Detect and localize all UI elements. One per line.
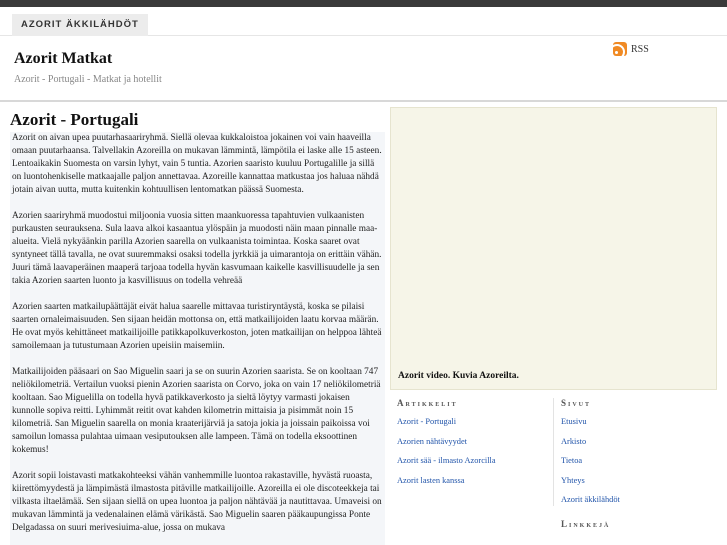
article-link-lasten-kanssa[interactable]: Azorit lasten kanssa	[397, 475, 465, 485]
nav-tab-azorit-akkilahdot[interactable]: AZORIT ÄKKILÄHDÖT	[12, 14, 148, 36]
article-link-nahtavyydet[interactable]: Azorien nähtävyydet	[397, 436, 467, 446]
post-paragraph-1: Azorit on aivan upea puutarhasaariryhmä. Siellä olevaa kukkaloistoa jokainen voi vain haaveilla omaan puutarhaansa. Talvellakin Azoreilla on mukavan lämmintä, lämpötila ei laske alle 15 asteen. Lentoaikakin Suomesta on varsin lyhyt, vain 5 tuntia. Azorien saaristo kuuluu Portugalille ja sillä on luontohenkiselle matkaajalle paljon annettavaa. Azoreille kannattaa matkustaa jos haluaa nähdä jotain aivan uutta, mutta kuitenkin kohtuullisen lentomatkan päässä Suomesta.	[12, 133, 382, 195]
sidebar-articles	[397, 398, 547, 495]
page-link-akkilahdot[interactable]: Azorit äkkilähdöt	[561, 495, 620, 504]
post-paragraph-5: Azorit sopii loistavasti matkakohteeksi vähän vanhemmille luontoa rakastaville, hyvästä ruoasta, kiirettömyydestä ja lämpimästä ilmastosta pitäville matkailijoille. Azoreilla ei ole discoteekkeja tai vilkasta iltaelämää. Sen sijaan siellä on upea luontoa ja paljon nähtävää ja nautittavaa. Umaveisi on mukavan lämmintä ja vedenalainen elämä värikästä. Sao Miguelin saaren pääkaupungissa Ponte Delgadassa on suuri merivesiuima-alue, jossa on mukava	[12, 471, 382, 533]
post-body	[10, 132, 385, 545]
article-link-saa-ilmasto[interactable]: Azorit sää - ilmasto Azorcilla	[397, 456, 496, 465]
site-tagline: Azorit - Portugali - Matkat ja hotellit	[14, 74, 162, 85]
sidebar-divider	[553, 398, 554, 506]
article-link-azorit-portugali[interactable]: Azorit - Portugali	[397, 417, 457, 426]
links-heading: Linkkejä	[561, 519, 611, 529]
top-bar	[0, 0, 727, 7]
page-link-etusivu[interactable]: Etusivu	[561, 417, 587, 426]
articles-heading: Artikkelit	[397, 398, 458, 408]
post-paragraph-3: Azorien saarten matkailupäättäjät eivät halua saarelle mittavaa turistiryntäystä, koska se pilaisi saarten ornaleimaisuuden. Sen sijaan heidän mottonsa on, että matkailijoiden laatu korvaa määrän. He ovat myös kehittäneet matkailijoille patikkapolkuverkoston, joten matkailijan on helppoa lähteä samoilemaan ja tutustumaan Azorien upeisiin maisemiin.	[12, 302, 382, 351]
rss-label: RSS	[631, 43, 649, 55]
site-header	[0, 36, 727, 102]
rss-link[interactable]	[613, 42, 649, 56]
nav-bar	[0, 7, 727, 36]
page-link-tietoa[interactable]: Tietoa	[561, 456, 583, 465]
post-title: Azorit - Portugali	[10, 110, 139, 129]
page-link-yhteys[interactable]: Yhteys	[561, 475, 585, 485]
rss-icon	[613, 42, 627, 56]
sidebar-pages	[561, 398, 711, 538]
main-content	[0, 104, 389, 545]
video-caption: Azorit video. Kuvia Azoreilta.	[398, 371, 519, 381]
page-link-arkisto[interactable]: Arkisto	[561, 436, 587, 446]
video-player[interactable]	[390, 107, 717, 390]
post-paragraph-4: Matkailijoiden pääsaari on Sao Miguelin saari ja se on suurin Azorien saarista. Se on kooltaan 747 neliökilometriä. Vertailun vuoksi pienin Azorien saarista on Corvo, joka on vain 17 neliökilometriä kooltaan. Sao Miguelilla on todella hyvä patikkaverkosto ja sieltä löytyy varmasti jokaisen kunnolle sopiva reitti. Lyhimmät reitit ovat kahden kilometrin mittaisia ja pisimmät noin 15 kilometriä. San Miguelin saarella on monia kraaterijärviä ja satoja jokia ja joissain paikoissa voi samoilun lomassa pulahtaa uimaan vesiputouksen alle lampeen. Tämä on todella eksoottinen kokemus!	[12, 367, 381, 455]
site-title[interactable]: Azorit Matkat	[14, 50, 113, 67]
post-paragraph-2: Azorien saariryhmä muodostui miljoonia vuosia sitten maankuoressa tapahtuvien vulkaanisten purkausten seurauksena. Sula laava alkoi kasaantua ylöspäin ja muodosti näin maan pinnalle maa-alueita. Vielä nykyäänkin parilla Azorien saarella on vulkaanista toimintaa. Koska saaret ovat syntyneet tällä tavalla, ne ovat suuremmaksi osaksi todella jyrkkiä ja uimarantoja on erittäin vähän. Juuri tämä laavaperäinen maaperä tarjoaa todella hyvän kasvumaan kaikelle kasvillisuudelle ja sen takia Azorien saarten luonto ja kasvillisuus on todella vehreää	[12, 211, 382, 286]
pages-heading: Sivut	[561, 398, 592, 408]
